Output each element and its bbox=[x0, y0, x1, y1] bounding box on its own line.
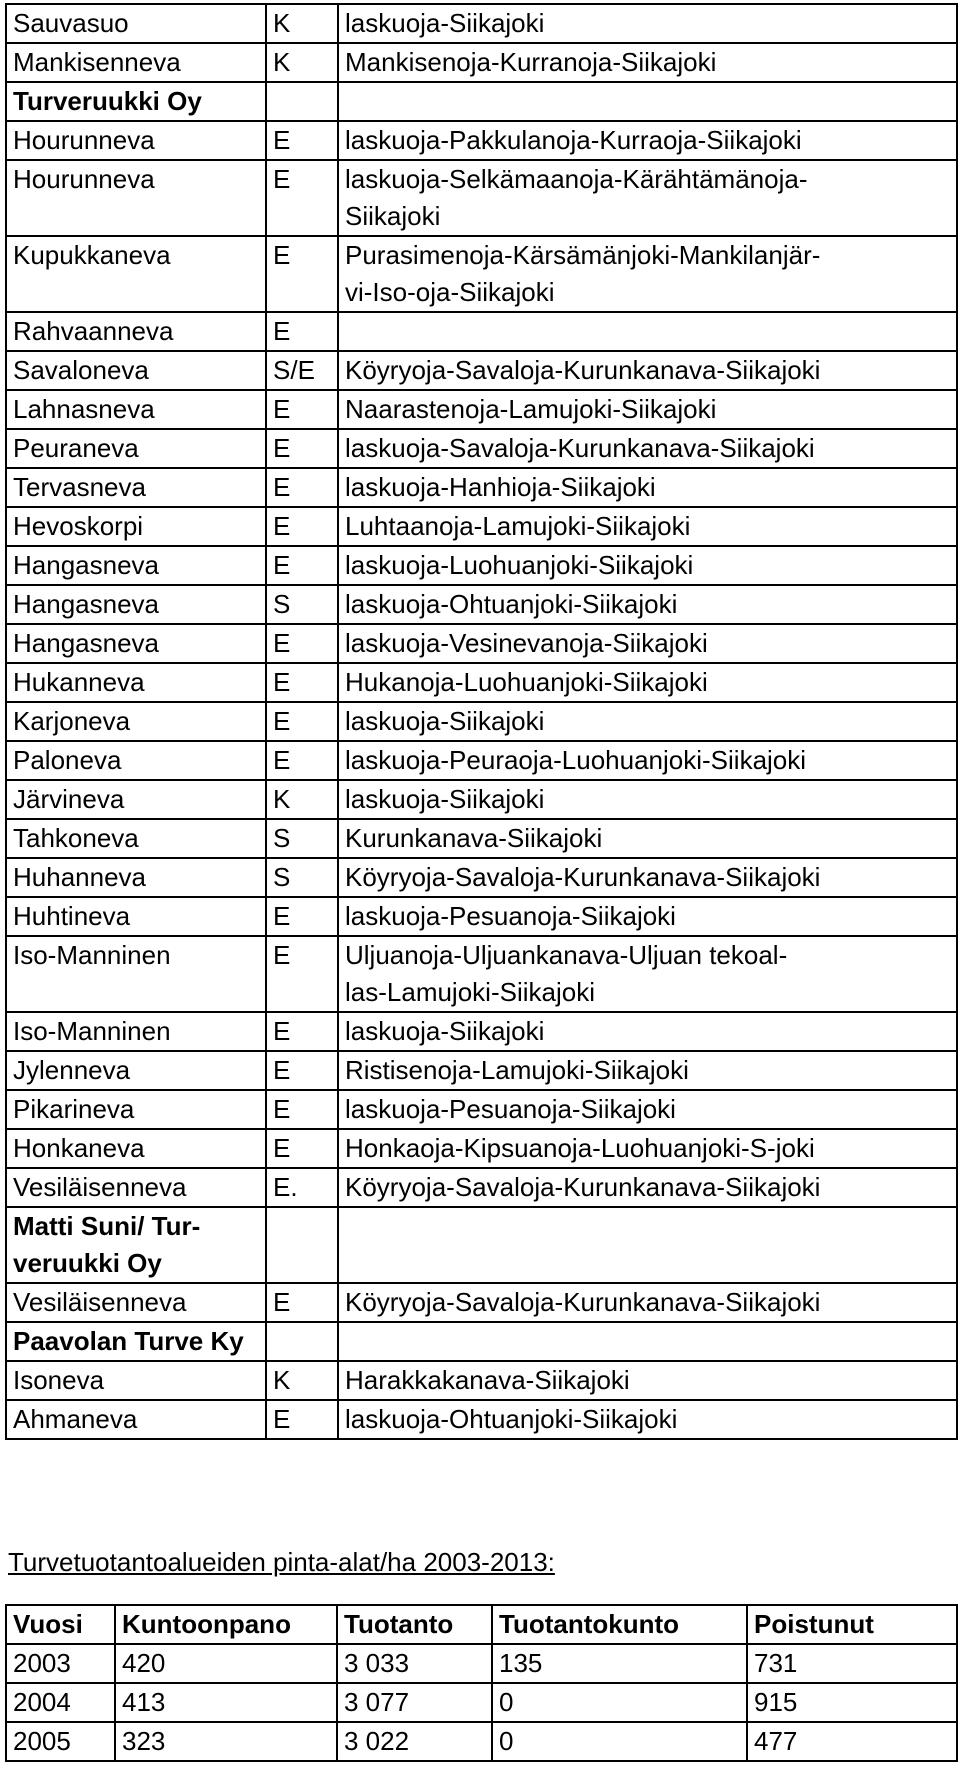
route-line: Naarastenoja-Lamujoki-Siikajoki bbox=[345, 394, 717, 424]
route-line: laskuoja-Siikajoki bbox=[345, 784, 545, 814]
drainage-route bbox=[338, 468, 957, 507]
area-name: Hourunneva bbox=[6, 121, 266, 160]
area-name: Jylenneva bbox=[6, 1051, 266, 1090]
route-line: laskuoja-Savaloja-Kurunkanava-Siikajoki bbox=[345, 433, 815, 463]
type-code: K bbox=[266, 43, 338, 82]
table-row bbox=[6, 1644, 957, 1683]
table-row bbox=[6, 858, 957, 897]
route-line: laskuoja-Pakkulanoja-Kurraoja-Siikajoki bbox=[345, 125, 802, 155]
route-line bbox=[345, 313, 956, 350]
area-name: Hangasneva bbox=[6, 546, 266, 585]
stats-cell: 477 bbox=[747, 1722, 957, 1761]
type-code: E bbox=[266, 429, 338, 468]
route-line: laskuoja-Siikajoki bbox=[345, 8, 545, 38]
table-row bbox=[6, 390, 957, 429]
company-group-row bbox=[6, 1322, 957, 1361]
route-line: Honkaoja-Kipsuanoja-Luohuanjoki-S-joki bbox=[345, 1133, 815, 1163]
area-name: Karjoneva bbox=[6, 702, 266, 741]
table-row bbox=[6, 546, 957, 585]
type-code: S/E bbox=[266, 351, 338, 390]
area-name: Hevoskorpi bbox=[6, 507, 266, 546]
area-name: Hukanneva bbox=[6, 663, 266, 702]
table-row bbox=[6, 819, 957, 858]
stats-cell: 2003 bbox=[6, 1644, 115, 1683]
stats-cell: 915 bbox=[747, 1683, 957, 1722]
route-line: laskuoja-Peuraoja-Luohuanjoki-Siikajoki bbox=[345, 745, 807, 775]
code-cell bbox=[266, 82, 338, 121]
drainage-route bbox=[338, 507, 957, 546]
table-row bbox=[6, 702, 957, 741]
table-row bbox=[6, 1090, 957, 1129]
stats-cell: 2005 bbox=[6, 1722, 115, 1761]
area-name: Peuraneva bbox=[6, 429, 266, 468]
stats-cell: 731 bbox=[747, 1644, 957, 1683]
area-name: Isoneva bbox=[6, 1361, 266, 1400]
area-name: Sauvasuo bbox=[6, 4, 266, 43]
drainage-route bbox=[338, 236, 957, 312]
stats-cell: 2004 bbox=[6, 1683, 115, 1722]
area-name: Savaloneva bbox=[6, 351, 266, 390]
drainage-route bbox=[338, 390, 957, 429]
route-line: Köyryoja-Savaloja-Kurunkanava-Siikajoki bbox=[345, 355, 821, 385]
drainage-route bbox=[338, 1168, 957, 1207]
company-group-row bbox=[6, 1207, 957, 1283]
route-line: laskuoja-Pesuanoja-Siikajoki bbox=[345, 901, 676, 931]
area-name: Järvineva bbox=[6, 780, 266, 819]
table-row bbox=[6, 1361, 957, 1400]
stats-cell: 420 bbox=[115, 1644, 337, 1683]
stats-table-body bbox=[6, 1644, 957, 1761]
peat-area-table bbox=[5, 3, 958, 1440]
header-year: Vuosi bbox=[6, 1605, 115, 1644]
drainage-route bbox=[338, 741, 957, 780]
drainage-route bbox=[338, 585, 957, 624]
table-row bbox=[6, 1168, 957, 1207]
company-name: Paavolan Turve Ky bbox=[6, 1322, 266, 1361]
table-row bbox=[6, 780, 957, 819]
drainage-route bbox=[338, 1400, 957, 1439]
type-code: E bbox=[266, 741, 338, 780]
route-line: laskuoja-Siikajoki bbox=[345, 1016, 545, 1046]
table-row bbox=[6, 1283, 957, 1322]
type-code: E bbox=[266, 312, 338, 351]
route-line: Köyryoja-Savaloja-Kurunkanava-Siikajoki bbox=[345, 862, 821, 892]
stats-cell: 135 bbox=[492, 1644, 747, 1683]
stats-header-row bbox=[6, 1605, 957, 1644]
type-code: E bbox=[266, 1283, 338, 1322]
area-name: Rahvaanneva bbox=[6, 312, 266, 351]
stats-cell: 3 077 bbox=[337, 1683, 492, 1722]
route-line: Harakkakanava-Siikajoki bbox=[345, 1365, 630, 1395]
stats-cell: 0 bbox=[492, 1683, 747, 1722]
type-code: E bbox=[266, 1090, 338, 1129]
table-row bbox=[6, 507, 957, 546]
table-row bbox=[6, 1683, 957, 1722]
area-name: Lahnasneva bbox=[6, 390, 266, 429]
area-name: Hangasneva bbox=[6, 585, 266, 624]
drainage-route bbox=[338, 819, 957, 858]
company-name: Turveruukki Oy bbox=[6, 82, 266, 121]
type-code: E bbox=[266, 160, 338, 236]
area-name: Hourunneva bbox=[6, 160, 266, 236]
drainage-route bbox=[338, 546, 957, 585]
header-poistunut: Poistunut bbox=[747, 1605, 957, 1644]
table-row bbox=[6, 1129, 957, 1168]
route-line: Hukanoja-Luohuanjoki-Siikajoki bbox=[345, 667, 708, 697]
drainage-route bbox=[338, 780, 957, 819]
route-line: laskuoja-Ohtuanjoki-Siikajoki bbox=[345, 1404, 678, 1434]
area-name: Iso-Manninen bbox=[6, 936, 266, 1012]
area-name: Vesiläisenneva bbox=[6, 1168, 266, 1207]
company-name: Matti Suni/ Tur- veruukki Oy bbox=[6, 1207, 266, 1283]
type-code: K bbox=[266, 4, 338, 43]
type-code: E bbox=[266, 546, 338, 585]
table-row bbox=[6, 1051, 957, 1090]
type-code: E bbox=[266, 624, 338, 663]
type-code: K bbox=[266, 780, 338, 819]
type-code: E bbox=[266, 897, 338, 936]
route-line: Purasimenoja-Kärsämänjoki-Mankilanjär- bbox=[345, 240, 821, 270]
route-cell bbox=[338, 82, 957, 121]
area-name: Huhtineva bbox=[6, 897, 266, 936]
drainage-route bbox=[338, 702, 957, 741]
code-cell bbox=[266, 1322, 338, 1361]
table-row bbox=[6, 312, 957, 351]
table-row bbox=[6, 43, 957, 82]
table-row bbox=[6, 4, 957, 43]
company-group-row bbox=[6, 82, 957, 121]
area-statistics-table bbox=[5, 1604, 958, 1762]
stats-cell: 3 022 bbox=[337, 1722, 492, 1761]
type-code: E bbox=[266, 663, 338, 702]
table-row bbox=[6, 585, 957, 624]
table-row bbox=[6, 897, 957, 936]
area-name: Ahmaneva bbox=[6, 1400, 266, 1439]
type-code: E bbox=[266, 1129, 338, 1168]
route-line: laskuoja-Selkämaanoja-Kärähtämänoja- bbox=[345, 164, 808, 194]
table-row bbox=[6, 236, 957, 312]
table-row bbox=[6, 351, 957, 390]
route-line: Mankisenoja-Kurranoja-Siikajoki bbox=[345, 47, 717, 77]
type-code: E bbox=[266, 390, 338, 429]
route-cell bbox=[338, 1322, 957, 1361]
drainage-route bbox=[338, 897, 957, 936]
area-name: Mankisenneva bbox=[6, 43, 266, 82]
type-code: S bbox=[266, 585, 338, 624]
stats-cell: 413 bbox=[115, 1683, 337, 1722]
route-line: vi-Iso-oja-Siikajoki bbox=[345, 277, 555, 307]
route-line: las-Lamujoki-Siikajoki bbox=[345, 977, 595, 1007]
route-line: Köyryoja-Savaloja-Kurunkanava-Siikajoki bbox=[345, 1287, 821, 1317]
route-line: laskuoja-Vesinevanoja-Siikajoki bbox=[345, 628, 708, 658]
table-row bbox=[6, 468, 957, 507]
table-row bbox=[6, 1400, 957, 1439]
peat-area-table-body bbox=[6, 4, 957, 1439]
area-name: Iso-Manninen bbox=[6, 1012, 266, 1051]
route-cell bbox=[338, 1207, 957, 1283]
type-code: E bbox=[266, 236, 338, 312]
drainage-route bbox=[338, 1090, 957, 1129]
drainage-route bbox=[338, 351, 957, 390]
drainage-route bbox=[338, 1283, 957, 1322]
table-row bbox=[6, 429, 957, 468]
route-line: Ristisenoja-Lamujoki-Siikajoki bbox=[345, 1055, 689, 1085]
type-code: E bbox=[266, 1051, 338, 1090]
stats-cell: 323 bbox=[115, 1722, 337, 1761]
route-line: Luhtaanoja-Lamujoki-Siikajoki bbox=[345, 511, 691, 541]
table-row bbox=[6, 663, 957, 702]
stats-cell: 0 bbox=[492, 1722, 747, 1761]
type-code: E bbox=[266, 702, 338, 741]
type-code: S bbox=[266, 819, 338, 858]
route-line: Uljuanoja-Uljuankanava-Uljuan tekoal- bbox=[345, 940, 788, 970]
type-code: E bbox=[266, 468, 338, 507]
type-code: K bbox=[266, 1361, 338, 1400]
table-row bbox=[6, 741, 957, 780]
area-name: Paloneva bbox=[6, 741, 266, 780]
route-line: laskuoja-Pesuanoja-Siikajoki bbox=[345, 1094, 676, 1124]
stats-cell: 3 033 bbox=[337, 1644, 492, 1683]
drainage-route bbox=[338, 312, 957, 351]
area-name: Huhanneva bbox=[6, 858, 266, 897]
drainage-route bbox=[338, 663, 957, 702]
header-kuntoonpano: Kuntoonpano bbox=[115, 1605, 337, 1644]
type-code: E bbox=[266, 121, 338, 160]
route-line: Siikajoki bbox=[345, 201, 441, 231]
area-name: Vesiläisenneva bbox=[6, 1283, 266, 1322]
drainage-route bbox=[338, 858, 957, 897]
code-cell bbox=[266, 1207, 338, 1283]
table-row bbox=[6, 1722, 957, 1761]
route-line: Kurunkanava-Siikajoki bbox=[345, 823, 603, 853]
drainage-route bbox=[338, 1361, 957, 1400]
type-code: E bbox=[266, 936, 338, 1012]
drainage-route bbox=[338, 4, 957, 43]
header-tuotanto: Tuotanto bbox=[337, 1605, 492, 1644]
area-name: Tahkoneva bbox=[6, 819, 266, 858]
type-code: E. bbox=[266, 1168, 338, 1207]
drainage-route bbox=[338, 43, 957, 82]
area-name: Pikarineva bbox=[6, 1090, 266, 1129]
drainage-route bbox=[338, 121, 957, 160]
route-line: laskuoja-Siikajoki bbox=[345, 706, 545, 736]
route-line: laskuoja-Hanhioja-Siikajoki bbox=[345, 472, 656, 502]
table-row bbox=[6, 160, 957, 236]
area-name: Tervasneva bbox=[6, 468, 266, 507]
drainage-route bbox=[338, 160, 957, 236]
drainage-route bbox=[338, 429, 957, 468]
area-name: Kupukkaneva bbox=[6, 236, 266, 312]
table-row bbox=[6, 121, 957, 160]
table-row bbox=[6, 1012, 957, 1051]
drainage-route bbox=[338, 1129, 957, 1168]
drainage-route bbox=[338, 1051, 957, 1090]
route-line: laskuoja-Luohuanjoki-Siikajoki bbox=[345, 550, 694, 580]
area-name: Honkaneva bbox=[6, 1129, 266, 1168]
type-code: S bbox=[266, 858, 338, 897]
route-line: Köyryoja-Savaloja-Kurunkanava-Siikajoki bbox=[345, 1172, 821, 1202]
drainage-route bbox=[338, 1012, 957, 1051]
header-tuotantokunto: Tuotantokunto bbox=[492, 1605, 747, 1644]
type-code: E bbox=[266, 1012, 338, 1051]
table-row bbox=[6, 936, 957, 1012]
drainage-route bbox=[338, 624, 957, 663]
type-code: E bbox=[266, 1400, 338, 1439]
table-row bbox=[6, 624, 957, 663]
area-name: Hangasneva bbox=[6, 624, 266, 663]
route-line: laskuoja-Ohtuanjoki-Siikajoki bbox=[345, 589, 678, 619]
type-code: E bbox=[266, 507, 338, 546]
drainage-route bbox=[338, 936, 957, 1012]
section-title: Turvetuotantoalueiden pinta-alat/ha 2003-2013: bbox=[8, 1547, 555, 1577]
